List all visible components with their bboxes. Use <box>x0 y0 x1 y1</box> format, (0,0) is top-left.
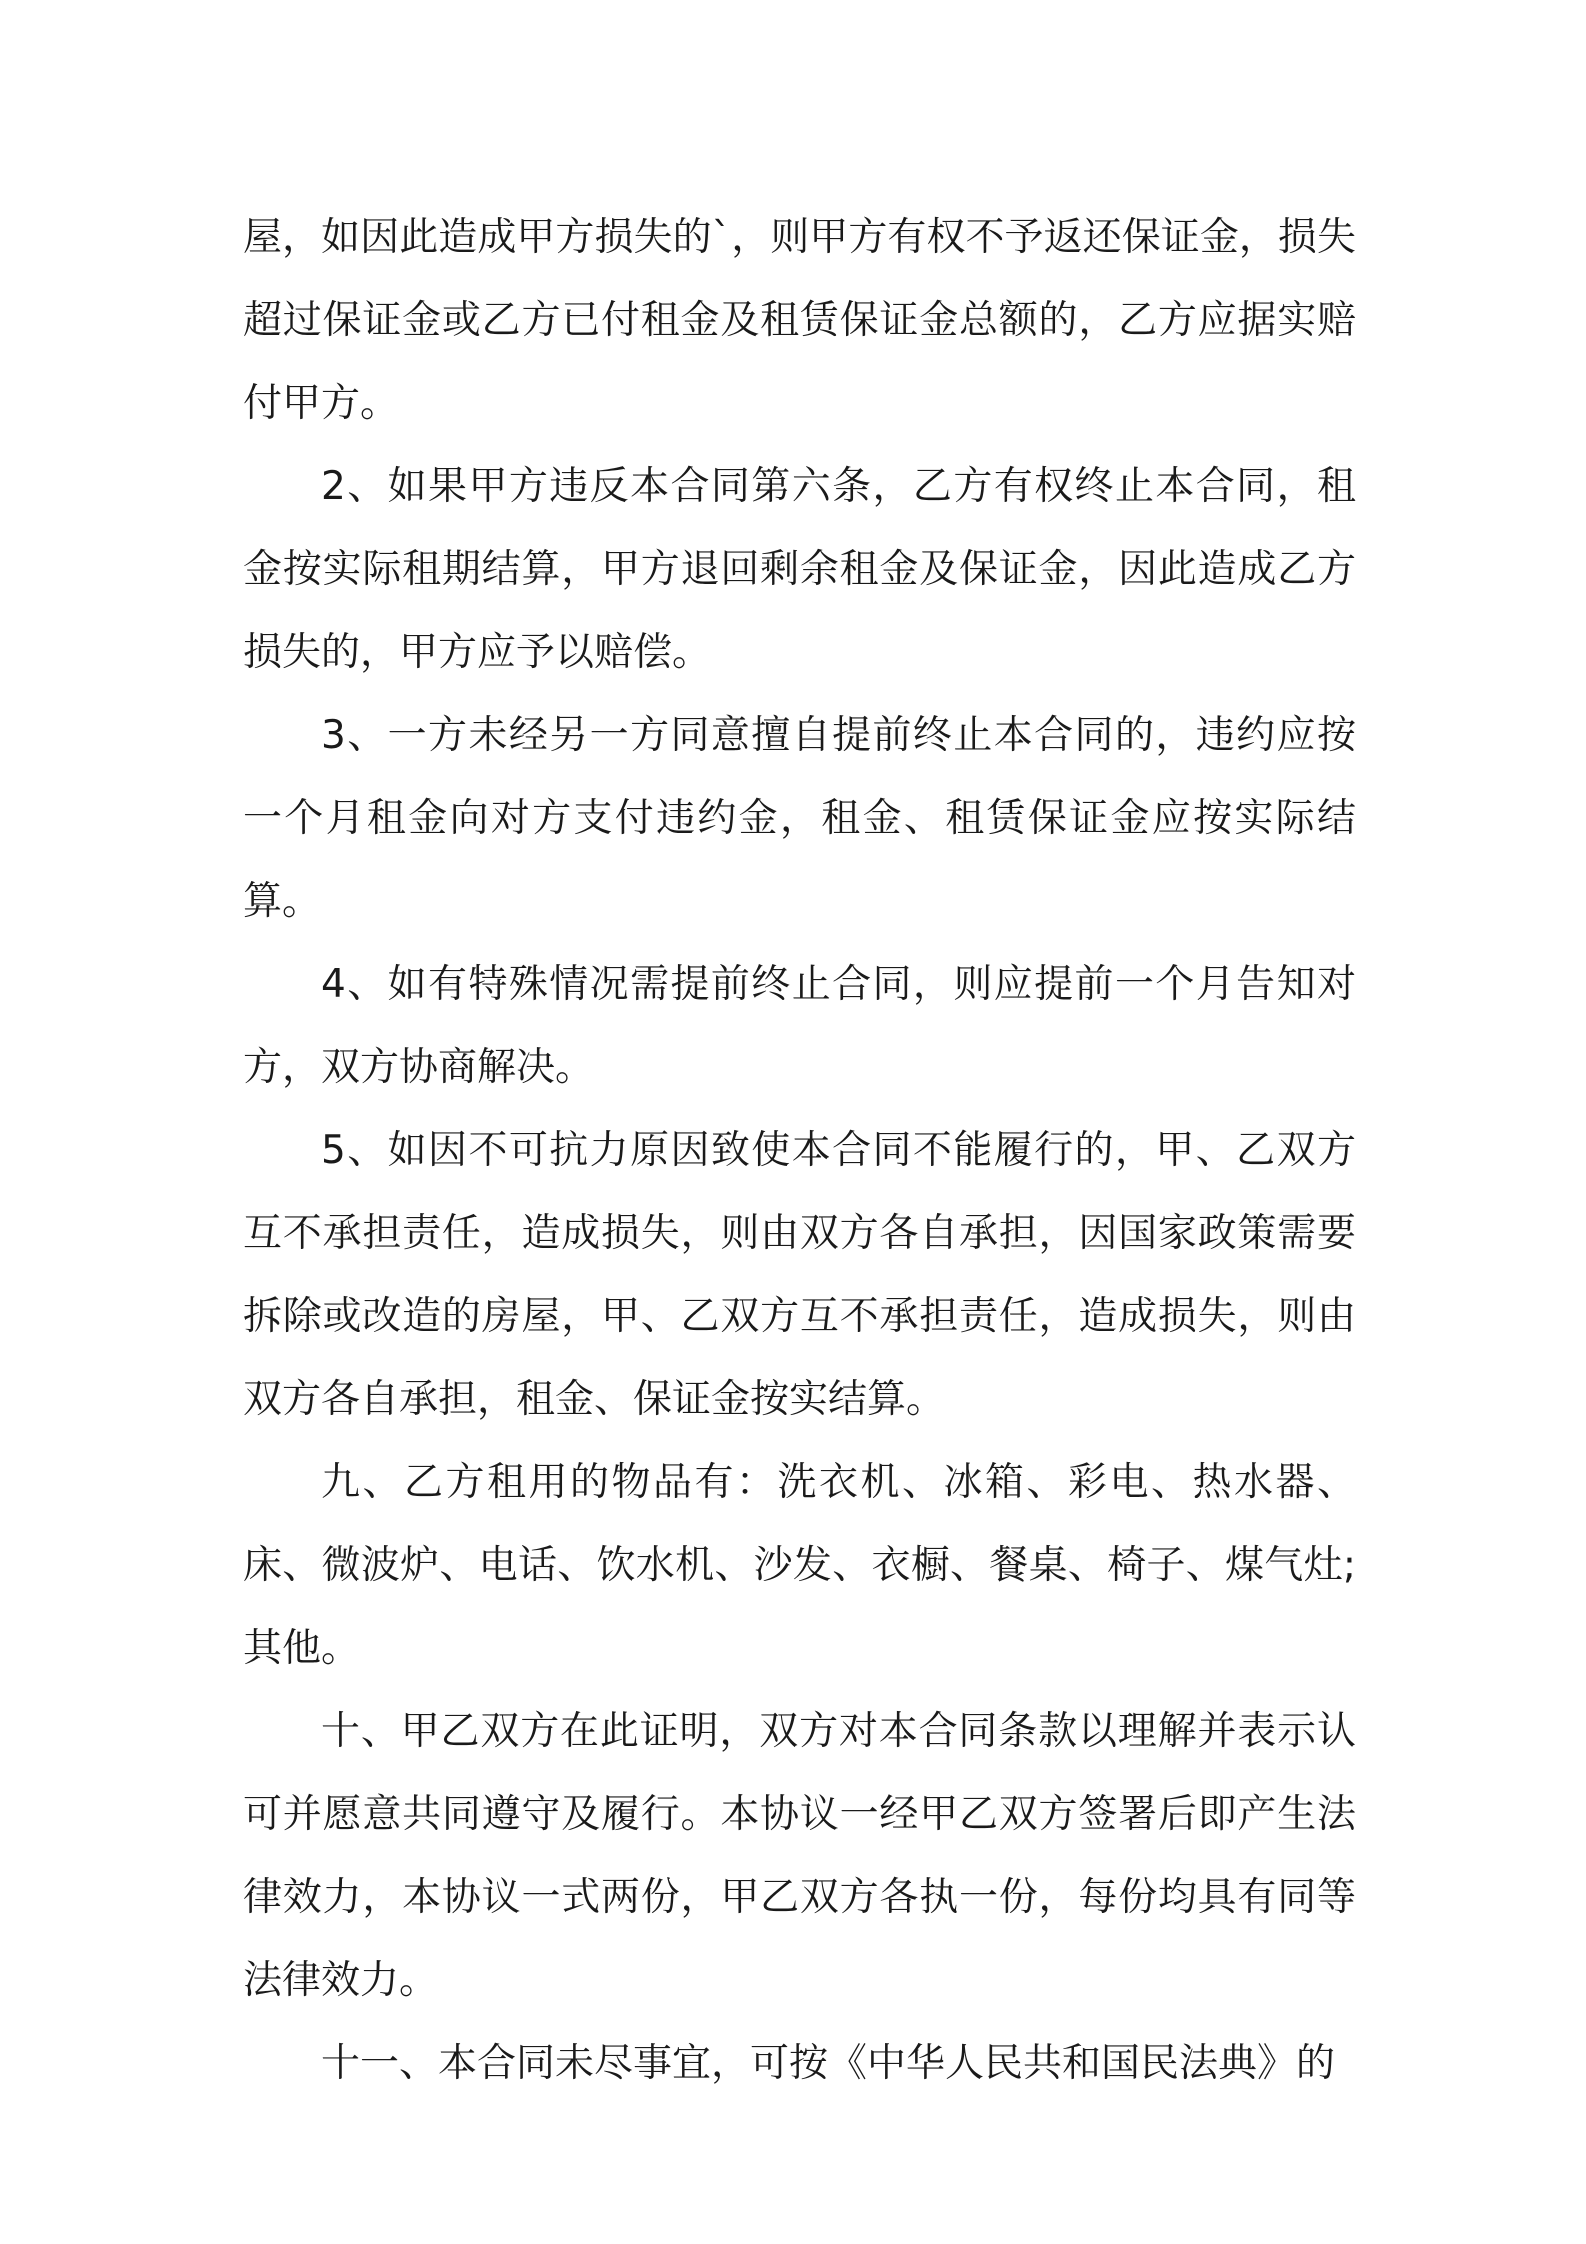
paragraph-clause-5: 5、如因不可抗力原因致使本合同不能履行的，甲、乙双方互不承担责任，造成损失，则由双方各自承担，因国家政策需要拆除或改造的房屋，甲、乙双方互不承担责任，造成损失，则由双方各自承担，租金、保证金按实结算。 <box>243 1128 1356 1422</box>
document-body <box>243 196 1356 2105</box>
paragraph-continuation: 屋，如因此造成甲方损失的`，则甲方有权不予返还保证金，损失超过保证金或乙方已付租金及租赁保证金总额的，乙方应据实赔付甲方。 <box>243 215 1356 426</box>
paragraph-article-9: 九、乙方租用的物品有：洗衣机、冰箱、彩电、热水器、床、微波炉、电话、饮水机、沙发、衣橱、餐桌、椅子、煤气灶;其他。 <box>243 1460 1356 1671</box>
paragraph-clause-3: 3、一方未经另一方同意擅自提前终止本合同的，违约应按一个月租金向对方支付违约金，租金、租赁保证金应按实际结算。 <box>243 713 1356 924</box>
paragraph-article-10: 十、甲乙双方在此证明，双方对本合同条款以理解并表示认可并愿意共同遵守及履行。本协议一经甲乙双方签署后即产生法律效力，本协议一式两份，甲乙双方各执一份，每份均具有同等法律效力。 <box>243 1709 1356 2003</box>
paragraph-clause-4: 4、如有特殊情况需提前终止合同，则应提前一个月告知对方，双方协商解决。 <box>243 962 1356 1090</box>
paragraph-article-11: 十一、本合同未尽事宜，可按《中华人民共和国民法典》的 <box>321 2041 1336 2086</box>
paragraph-clause-2: 2、如果甲方违反本合同第六条，乙方有权终止本合同，租金按实际租期结算，甲方退回剩余租金及保证金，因此造成乙方损失的，甲方应予以赔偿。 <box>243 464 1356 675</box>
